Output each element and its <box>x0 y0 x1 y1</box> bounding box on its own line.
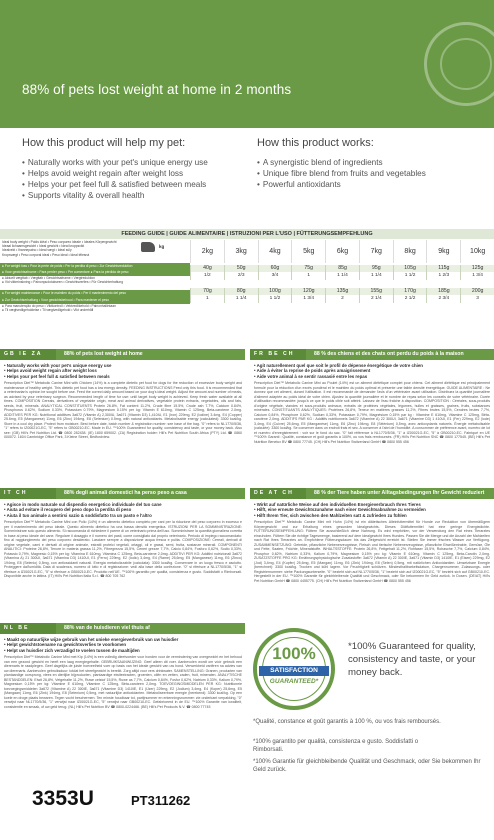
works-item: • Unique fibre blend from fruits and vegetables <box>257 168 477 179</box>
loss-cups-cell: 1 3/4 <box>460 272 494 280</box>
loss-grams-cell: 125g <box>460 265 494 272</box>
maintenance-cups-row <box>190 295 494 303</box>
section-header-gb <box>0 349 245 360</box>
loss-grams-cell: 75g <box>291 265 325 272</box>
section-bullet: • Maakt op natuurlijke wijze gebruik van het unieke energieverbruik van uw huisdier <box>4 637 179 642</box>
help-title: How this product will help my pet: <box>22 137 186 149</box>
weights-row <box>190 240 494 263</box>
section-bullet: • Agit naturellement quel que soit le profil de dépense énergétique de votre chien <box>254 363 423 368</box>
loss-cups-cell: 1 2/3 <box>426 272 460 280</box>
kg-unit: kg <box>159 244 165 249</box>
badge-satisfaction: SATISFACTION <box>259 666 329 676</box>
section-header-fr <box>250 349 494 360</box>
feeding-guide-table <box>0 240 494 340</box>
guarantee-text-fr: *Qualité, constance et goût garantis à 100 %, ou vos frais remboursés. <box>253 719 441 725</box>
section-bullet: • Helpt uw huisdier zich verzadigd te voelen tussen de maaltijden <box>4 647 140 653</box>
guarantee-text-de: *100% Garantie für gleichbleibende Qualität und Geschmack, oder Sie bekommen Ihr Geld zurück. <box>253 759 481 773</box>
section-bullets-fr <box>254 363 490 379</box>
section-header-nl <box>0 623 245 634</box>
section-body-gb: Prescription Diet™ Metabolic Canine Mini with Chicken (14%) is a complete dietetic pet food for dogs for the reduction of excessive body weight and maintenance of healthy weight. This dietetic pet food has a low energy density. FEEDING INSTRUCTIONS Feed only this food. It is recommended that a veterinarian's opinion be sought before use. Feed the correct daily amount based on your dog's ideal weight. Adjust the amount and number of meals, as advised by your veterinary surgeon. Recommended length of time for use: until target body weight is achieved. Keep fresh water available at all times. COMPOSITION Cereals, derivatives of vegetable origin, meat and animal derivatives, vegetable protein extracts, vegetables, oils and fats, seeds, fruit, minerals. ANALYTICAL CONSTITUENTS Protein 26.8%, Fat content 11.2%, Crude fibre 15.5%, Crude ash 7.7%, Calcium 0.84%, Phosphorus 0.62%, Sodium 0.33%, Potassium 0.79%, Magnesium 0.15% per kg: Vitamin E 610mg, Vitamin C 125mg, Beta-carotene 2.0mg. ADDITIVES PER KG: Nutritional additives 3a672 (Vitamin A) 2,300IU, 3a671 (Vitamin D3) 1,410IU, E1 (Iron) 229mg, E2 (Iodine) 3.4mg, E4 (Copper) 25.6mg, E5 (Manganese) 11mg, E6 (Zinc) 194mg, E8 (Selenium) 0.5mg, with natural antioxidants. Metabolisable energy (calculated): 3300 kcal/kg. Store in a cool dry place. Protect from moisture. Best before date, batch number & registration number: see base of the bag. "0" refers to NL1770/5/36, "1" refers to IZ00021G-EC, "5" refers to GB00210-EC. Made in EU. ™100% Guaranteed for quality, consistency and taste, or your money back. Also see: (GB) Hill's Pet Nutrition Ltd. ☎ 0800 282438. (IE) 1800 659002. (ZA) Registration holder: Hill's Pet Nutrition South Africa (PTY) Ltd. ☎ 0860 000072. 1604 Cambridge Office Park, 3 Kleine Street, Bedfordview. <box>4 381 242 439</box>
print-code: PT311262 <box>131 793 191 808</box>
maintenance-cups-cell: 2 1/2 <box>393 295 427 303</box>
loss-grams-row <box>190 265 494 272</box>
weight-cell: 10kg <box>460 240 494 263</box>
weight-label: Ideaal lichaamsgewicht • Ideal gewicht • Ideal kroppsvikt <box>2 244 85 249</box>
section-bullet: • Hilft Ihrem Tier, sich zwischen den Mahlzeiten satt & zufrieden zu fühlen <box>254 512 407 518</box>
weight-loss-note: ● Aktuelt vægttab • Vægttab • Gewichtsafname • Vægtreduktion <box>2 276 96 280</box>
feeding-guide-labels <box>0 240 190 312</box>
weight-loss-note: ● Vid viktminskning • Painonpudotukseen • Gewichtsverlies • Für Gewichterhaltung <box>2 280 124 285</box>
maintenance-grams-cell: 135g <box>325 288 359 295</box>
badge-percent: 100% <box>272 644 316 663</box>
section-title: 88 % des chiens et des chats ont perdu du poids à la maison <box>314 351 464 357</box>
section-title: 88% van de huisdieren viel thuis af <box>64 625 150 631</box>
section-bullets-gb <box>4 363 242 379</box>
weight-loss-band: ● For weight loss • Pour la perte de poids • Per la perdita di peso • Zur Gewichtsreduktion <box>0 263 190 270</box>
maintenance-grams-cell: 155g <box>359 288 393 295</box>
maintenance-band: ● Zur Gewichtserhaltung • Voor gewichtsbehoud • Para mantener el peso <box>0 297 190 304</box>
section-bullet: • Agisce in modo naturale sul dispendio energetico individuale del tuo cane <box>4 502 162 507</box>
section-bullets-de <box>254 502 490 518</box>
help-item: • Supports vitality & overall health <box>22 190 248 201</box>
section-body-nl: Prescription Diet™ Metabolic Canine Mini met Kip (14%) is een volledig dieetvoeder voor honden voor de vermindering van overgewicht en het behoud van een gezond gewicht en heeft een laag energiegehalte. GEBRUIKSAANWIJZING: Geef alleen dit voer. Aanbevolen wordt om vóór gebruik een dierenarts te raadplegen. Geef dagelijks de juiste hoeveelheid voer op basis van het ideale gewicht van uw hond. Verwerkbeid variëren na advies van uw dierenarts. Aanbevolen gebruiksduur: totdat het streefgewicht is bereikt. Zorg altijd voor vers drinkwater. SAMENSTELLING: Granen, producten van plantaardige oorsprong, vlees en dierlijke bijproducten, plantaardige eiwitextracten, groenten, oliën en vetten, zaden, fruit, mineralen. ANALYTISCHE BESTANDDELEN: Eiwit 26,8%, Vetgehalte 11,2%, Ruwe celstof 15,5%, Ruwe as 7,7%, Calcium 0,84%, Fosfor 0,62%, Natrium 0,33%, Kalium 0,79%, Magnesium 0,15% per kg: Vitamine E 610mg, Vitamine C 125mg, Bèta-caroteen 2,0mg. TOEVOEGINGSMIDDELEN PER KG: Nutritionele toevoegingsmiddelen 3a672 (Vitamine A) 22 300IE, 3a671 (Vitamine D3) 1410IE, E1 (IJzer) 229mg, E2 (Jodium) 3,4mg, E4 (Koper) 25,6mg, E5 (Mangaan) 11mg, E6 (Zink) 194mg, E8 (Selenium) 0,5mg, met natuurlijke antioxidanten. Metaboliseerbare energie (berekend): 3300 kcal/kg. Op een koele en droge plaats bewaren. Tegen vocht beschermen. Ten minste houdbaar tot, partijnummer en erkenningsnummer: zie onderkant verpakking. "0" verwijst naar NL1770/5/36, "1" verwijst naar IZ00021G-EC, "5" verwijst naar GB00210-EC. Gefabriceerd in de EU. ™100% Garantie van kwaliteit, consistentie en smaak, of uw geld terug. (NL) Hill's Pet Nutrition BV ☎ 0800-0224466. (BE) Hill's Pet Products N.V. ☎ 0800 77745 <box>4 655 242 709</box>
weight-cell: 2kg <box>190 240 224 263</box>
works-list <box>257 157 477 190</box>
feeding-guide-title: FEEDING GUIDE | GUIDE ALIMENTAIRE | ISTRUZIONI PER L'USO | FÜTTERUNGSEMPFEHLUNG <box>0 229 494 239</box>
weight-cell: 9kg <box>426 240 460 263</box>
maintenance-grams-cell: 80g <box>224 288 258 295</box>
maintenance-note: ● Til vægtvedligeholdelse • Til vægtvedligehold • Vikt underhåll <box>2 307 94 312</box>
loss-cups-cell: 1 1/4 <box>325 272 359 280</box>
maintenance-band: ● For weight maintenance • Pour le maintien du poids • Per il mantenimento del peso <box>0 290 190 297</box>
help-item: • Helps your pet feel full & satisfied between meals <box>22 179 248 190</box>
section-code: NL BE <box>0 623 56 634</box>
seal-inner-watermark-icon <box>440 38 492 90</box>
weight-cell: 4kg <box>258 240 292 263</box>
weight-cell: 5kg <box>291 240 325 263</box>
section-title: 88% of pets lost weight at home <box>64 351 143 357</box>
feeding-guide-grid <box>190 240 494 303</box>
weight-label: Ideal body weight • Poids idéal • Peso corporeo ideale • Ideales Körpergewicht <box>2 240 117 244</box>
maintenance-cups-cell: 2 1/4 <box>359 295 393 303</box>
section-bullets-nl <box>4 637 242 653</box>
maintenance-cups-cell: 1 3/4 <box>291 295 325 303</box>
loss-cups-row <box>190 272 494 280</box>
loss-cups-cell: 2/3 <box>224 272 258 280</box>
section-body-it: Prescription Diet™ Metabolic Canine Mini con Pollo (14%) è un alimento dietetico completo per cani per la riduzione del peso corporeo in eccesso e per il mantenimento del peso ideale. Questo alimento dietetico ha una bassa densità energetica. ISTRUZIONI PER LA SOMMINISTRAZIONE: Somministrare solo questo alimento. Si raccomanda di richiedere il parere di un veterinario prima dell'uso. Somministrare la quantità giornaliera corretta in base al peso ideale del cane. Regolare il dosaggio e il numero dei pasti, come consigliato dal proprio veterinario. Periodo di impiego raccomandato: fino al raggiungimento del peso corporeo desiderato. Lasciare sempre a disposizione acqua fresca e pulita. COMPOSIZIONE: Cereali, derivati di origine vegetale, carni e derivati di origine animale, estratti proteici vegetali, ortaggi, oli e grassi, semi, frutta, sostanze minerali. COMPONENTI ANALITICI: Proteine 26,8%, Tenore in materia grassa 11,2%, Fibregrezza 15,5%, Ceneri grezze 7,7%, Calcio 0,84%, Fosforo 0,62%, Sodio 0,33%, Potassio 0,79%, Magnesio 0,15% per kg: Vitamina E 610mg, Vitamina C 125mg, Beta-carotene 2,0mg. ADDITIVI PER KG: Additivi nutrizionali 3a672 (Vitamina A) 21 300UI, 3a671 (Vitamina D3) 1410UI, E1 (Ferro) 229mg, E2 (Iodio) 3,4mg, E4 (Rame) 25,6mg, E5 (Manganese) 11mg, E6 (Zinco) 194mg, E8 (Selenio) 0,5mg, con antiossidanti naturali. Energia metabolizzabile (calcolata): 3300 kcal/kg. Conservare in un luogo fresco e asciutto. Proteggere dall'umidità. Data di scadenza, numero di lotto e di registrazione: vedi alla base della confezione. "0" si riferisce a NL1770/5/36, "1" si riferisce a IZ00021G-EC, "5" si riferisce a GB00210-EC. Prodotto nell'UE. ™100% garantito per qualità, consistenza e gusto. Soddisfatti o Rimborsati. Disponibile anche in lattina. (IT) Hill's Pet Nutrition Italia S.r.l. ☎ 800 705 762 <box>4 520 242 578</box>
guarantee-text: *100% Guaranteed for quality, consistency and taste, or your money back. <box>348 641 476 678</box>
section-bullet: • Wirkt auf natürliche Weise auf den individuellen Energieverbrauch Ihres Tieres <box>254 502 421 507</box>
section-bullet: • Helpt gewichtstoename na gewichtsverlies te voorkomen <box>4 642 127 648</box>
section-bullet: • Aide à éviter la reprise de poids après amaigrissement <box>254 368 371 374</box>
weight-cell: 7kg <box>359 240 393 263</box>
badge-guaranteed: GUARANTEED* <box>269 678 319 685</box>
maintenance-note: ● Para manutenção do peso • Viktkontroll • Vektvedlikehold • Painonhallintaan <box>2 303 116 308</box>
guarantee-badge <box>253 628 335 710</box>
weight-cell: 8kg <box>393 240 427 263</box>
weight-cell: 3kg <box>224 240 258 263</box>
works-item: • A synergistic blend of ingredients <box>257 157 477 168</box>
maintenance-cups-cell: 1 1/2 <box>258 295 292 303</box>
section-bullet: • Naturally works with your pet's unique energy use <box>4 363 112 368</box>
section-code: DE AT CH <box>250 488 306 499</box>
loss-grams-cell: 85g <box>325 265 359 272</box>
section-title: 88% degli animali domestici ha perso peso a casa <box>64 490 187 496</box>
works-item: • Powerful antioxidants <box>257 179 477 190</box>
loss-grams-cell: 95g <box>359 265 393 272</box>
weight-cell: 6kg <box>325 240 359 263</box>
maintenance-grams-cell: 200g <box>460 288 494 295</box>
maintenance-cups-cell: 1 <box>190 295 224 303</box>
maintenance-grams-cell: 185g <box>426 288 460 295</box>
section-bullet: • Hilft, eine erneute Gewichtszunahme nach einer Gewichtsabnahme zu vermeiden <box>254 507 426 513</box>
help-item: • Helps avoid weight regain after weight loss <box>22 168 248 179</box>
maintenance-cups-cell: 2 <box>325 295 359 303</box>
section-bullet: • Aiuta il tuo animale a sentirsi sazio & soddisfatto tra un pasto e l'altro <box>4 512 152 518</box>
loss-cups-cell: 3/4 <box>258 272 292 280</box>
loss-cups-cell: 1 <box>291 272 325 280</box>
maintenance-grams-cell: 70g <box>190 288 224 295</box>
section-body-fr: Prescription Diet™ Metabolic Canine Mini au Poulet (14%) est un aliment diététique complet pour chiens. Cet aliment diététique est principalement formulé pour la réduction d'un excès pondéral et le maintien du poids optimal et présente une faible densité énergétique. GUIDE ALIMENTAIRE : Ne donnez que cet aliment, durant l'utilisation. Il est recommandé de demander l'avis d'un vétérinaire avant utilisation. Distribuez la quantité journalière d'aliment adaptée au poids idéal de votre chien. Ajustez la quantité journalière et le nombre de repas selon les conseils de votre vétérinaire. Durée d'utilisation recommandée: jusqu'à ce que le poids cible soit atteint. Laissez de l'eau fraîche à disposition. COMPOSITION : Céréales, sous-produits d'origine végétale, viandes et sous-produits animaux, extraits de protéines végétales, légumes, huiles et graisses, graines, fruits, substances minérales. CONSTITUANTS ANALYTIQUES: Protéines 26,8%, Teneur en matières grasses 11,2%, Fibres brutes 15,5%, Cendres brutes 7,7%, Calcium 0,84%, Phosphore 0,62%, Sodium 0,33%, Potassium 0,79%, Magnésium 0,15% par kg : Vitamine E 610mg, Vitamine C 125mg, Bêta-carotène 2,0mg. ADDITIFS PAR KG : Additifs nutritionnels 3a672 (Vitamine A) 22 300UI, 3a671 (Vitamine D3) 1 410UI, E1 (Fer) 229mg, E2 (Iode) 3,4mg, E4 (Cuivre) 25,6mg, E5 (Manganèse) 11mg, E6 (Zinc) 194mg, E8 (Sélénium) 0,5mg, avec antioxydants naturels. Énergie métabolisable (calculée): 3300 kcal/kg. Se conserver dans un endroit frais et sec. A conserver à l'abri de l'humidité. A consommer de préférence avant, numéro de lot et numéro d'enregistrement : voir sur le fond du sac. "0" fait référence à NL1770/5/36, "1" à IZ00021G-EC, "5" à GB00210-EC. Fabriqué en UE ™100% Garanti : Qualité, constance et goût garantis à 100%, ou vos frais remboursés. (FR) Hill's Pet Nutrition SNC ☎ 0800 177545. (BE) Hill's Pet Nutrition Benelux BV ☎ 0800 77745. (CH) Hill's Pet Nutrition Switzerland GmbH ☎ 0800 555 456 <box>254 381 490 444</box>
product-code: 3353U <box>32 787 94 810</box>
section-bullet: • Aide votre animal à se sentir rassasié entre les repas <box>254 373 368 379</box>
maintenance-grams-cell: 120g <box>291 288 325 295</box>
section-bullets-it <box>4 502 242 518</box>
maintenance-cups-cell: 1 1/4 <box>224 295 258 303</box>
loss-grams-cell: 60g <box>258 265 292 272</box>
section-title: 88 % der Tiere haben unter Alltagsbedingungen Ihr Gewicht reduziert <box>314 490 485 496</box>
section-header-it <box>0 488 245 499</box>
dog-icon <box>141 242 155 252</box>
maintenance-cups-cell: 2 3/4 <box>426 295 460 303</box>
maintenance-grams-cell: 100g <box>258 288 292 295</box>
loss-grams-cell: 115g <box>426 265 460 272</box>
maintenance-cups-cell: 3 <box>460 295 494 303</box>
section-code: IT CH <box>0 488 56 499</box>
loss-cups-cell: 1 1/4 <box>359 272 393 280</box>
section-header-de <box>250 488 494 499</box>
help-item: • Naturally works with your pet's unique energy use <box>22 157 248 168</box>
loss-grams-cell: 105g <box>393 265 427 272</box>
headline: 88% of pets lost weight at home in 2 months <box>22 82 292 97</box>
section-bullet: • Helps avoid weight regain after weight loss <box>4 368 97 374</box>
help-list <box>22 157 248 201</box>
maintenance-grams-cell: 170g <box>393 288 427 295</box>
section-bullet: • Helps your pet feel full & satisfied between meals <box>4 373 110 379</box>
weight-loss-band: ● Voor gewichtsafname • Para perder peso • Per aumentare ● Para la pérdida de peso <box>0 269 190 276</box>
works-title: How this product works: <box>257 137 374 149</box>
header-band <box>0 0 494 128</box>
loss-grams-cell: 50g <box>224 265 258 272</box>
section-bullet: • Aiuta ad evitare il recupero del peso dopo la perdita di peso <box>4 507 132 513</box>
section-body-de: Prescription Diet™ Metabolic Canine Mini mit Huhn (14%) ist ein diätetisches Alleinfuttermittel für Hunde zur Reduktion von übermäßigem Körpergewicht und zur Erhaltung eines gesunden Idealgewichts. Dieses Diätfuttermittel hat eine geringe Energiedichte. FÜTTERUNGSEMPFEHLUNG: Füttern Sie ausschließlich diese Nahrung. Es wird empfohlen, vor der Verwendung den Rat eines Tierarztes einzuholen. Füttern Sie die richtige Tagesmenge, basierend auf dem Idealgewicht Ihres Hundes. Passen Sie die Menge und die Anzahl der Mahlzeiten nach Rat Ihres Tierarztes an. Empfohlene Fütterungsdauer: bis das Zielgewicht erreicht ist. Stellen Sie immer frisches Wasser zur Verfügung. ZUSAMMENSETZUNG: Getreide, pflanzliche Nebenerzeugnisse, Fleisch und tierische Nebenerzeugnisse, pflanzliche Eiweißextrakte, Gemüse, Öle und Fette, Saaten, Früchte, Mineralstoffe. INHALTSSTOFFE: Protein 26,8%, Fettgehalt 11,2%, Rohfaser 15,5%, Rohasche 7,7%, Calcium 0,84%, Phosphor 0,62%, Natrium 0,33%, Kalium 0,79%, Magnesium 0,15% pro kg: Vitamin E 610mg, Vitamin C 125mg, Beta-Carotin 2,0mg. ZUSATZSTOFFE PRO KG: Ernährungsphysiologische Zusatzstoffe: 3a672 (Vitamin A) 22 300IE, 3a671 (Vitamin D3) 1410IE, E1 (Eisen) 229mg, E2 (Jod) 3,4mg, E4 (Kupfer) 25,6mg, E5 (Mangan) 11mg, E6 (Zink) 194mg, E8 (Selen) 0,5mg, mit natürlichen Antioxidantien. Umsetzbare Energie (berechnet): 3300 kcal/kg. Trocken und kühl lagern. Vor Feuchtigkeit schützen. Mindesthaltbarkeitsdatum, Chargennummer, Zulassungs- oder Registriernummer: siehe Packungsunterseite. "0" bezieht sich auf NL1770/5/36, "1" bezieht sich auf IZ00021G-EC, "5" bezieht sich auf GB00210-EC. Hergestellt in der EU. ™100% Garantie für gleichbleibende Qualität und Geschmack, oder Sie bekommen Ihr Geld zurück. In Dosen. (DE/AT) Hill's Pet Nutrition GmbH ☎ 0800 4455775. (CH) Hill's Pet Nutrition Switzerland GmbH ☎ 0800 555 456 <box>254 520 490 583</box>
weight-label: Idealvekt • Ihannepaino • Ideal vægt • Ideal súly <box>2 248 72 253</box>
guarantee-text-it: *100% garantito per qualità, consistenza e gusto. Soddisfatti o Rimborsati. <box>253 739 419 753</box>
maintenance-grams-row <box>190 288 494 295</box>
loss-cups-cell: 1 1/2 <box>393 272 427 280</box>
loss-grams-cell: 40g <box>190 265 224 272</box>
section-code: FR BE CH <box>250 349 306 360</box>
weight-label: Kropsvægt • Peso corporal ideal • Peso ideal • Ideal tělesná <box>2 252 90 257</box>
section-code: GB IE ZA <box>0 349 56 360</box>
loss-cups-cell: 1/2 <box>190 272 224 280</box>
